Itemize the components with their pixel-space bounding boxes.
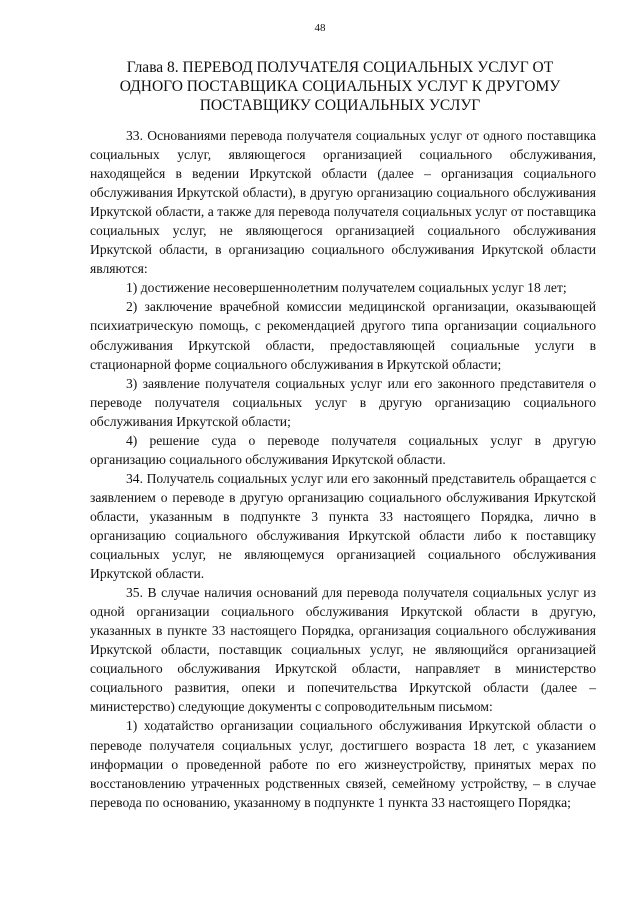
paragraph-34: 34. Получатель социальных услуг или его законный представитель обращается с заявлением о переводе в другую организацию социального обслуживания Иркутской области, указанным в подпункте 3 пункта 33 настоящего Порядка, лично в организацию социального обслуживания Иркутской области либо к поставщику социальных услуг, не являющемуся организацией социального обслуживания Иркутской области. bbox=[90, 470, 596, 582]
document-body bbox=[90, 126, 596, 812]
paragraph-33-item-3: 3) заявление получателя социальных услуг или его законного представителя о переводе получателя социальных услуг в другую организацию социального обслуживания Иркутской области; bbox=[90, 375, 596, 429]
paragraph-35-item-1: 1) ходатайство организации социального обслуживания Иркутской области о переводе получателя социальных услуг, достигшего возраста 18 лет, с указанием информации о проведенной работе по его жизнеустройству, принятых мерах по восстановлению утраченных родственных связей, семейному устройству, – в случае перевода по основанию, указанному в подпункте 1 пункта 33 настоящего Порядка; bbox=[90, 718, 596, 810]
chapter-title: Глава 8. ПЕРЕВОД ПОЛУЧАТЕЛЯ СОЦИАЛЬНЫХ УСЛУГ ОТ ОДНОГО ПОСТАВЩИКА СОЦИАЛЬНЫХ УСЛУГ К ДРУГОМУ ПОСТАВЩИКУ СОЦИАЛЬНЫХ УСЛУГ bbox=[119, 59, 561, 114]
paragraph-33-item-1: 1) достижение несовершеннолетним получателем социальных услуг 18 лет; bbox=[126, 280, 567, 296]
paragraph-33: 33. Основаниями перевода получателя социальных услуг от одного поставщика социальных услуг, являющегося организацией социального обслуживания, находящейся в ведении Иркутской области (далее – организация социального обслуживания Иркутской области), в другую организацию социального обслуживания Иркутской области, а также для перевода получателя социальных услуг от поставщика социальных услуг, не являющегося организацией социального обслуживания Иркутской области, в организацию социального обслуживания Иркутской области являются: bbox=[90, 128, 596, 277]
paragraph-33-item-2: 2) заключение врачебной комиссии медицинской организации, оказывающей психиатрическую помощь, с рекомендацией другого типа организации социального обслуживания Иркутской области, предоставляющей социальные услуги в стационарной форме социального обслуживания в Иркутской области; bbox=[90, 299, 596, 372]
paragraph-35: 35. В случае наличия оснований для перевода получателя социальных услуг из одной организации социального обслуживания Иркутской области в другую, указанных в пункте 33 настоящего Порядка, организация социального обслуживания Иркутской области, поставщик социальных услуг, не являющийся организацией социального обслуживания Иркутской области, направляет в министерство социального развития, опеки и попечительства Иркутской области (далее – министерство) следующие документы с сопроводительным письмом: bbox=[90, 585, 596, 715]
page-number: 48 bbox=[314, 22, 326, 34]
paragraph-33-item-4: 4) решение суда о переводе получателя социальных услуг в другую организацию социального обслуживания Иркутской области. bbox=[90, 432, 596, 467]
